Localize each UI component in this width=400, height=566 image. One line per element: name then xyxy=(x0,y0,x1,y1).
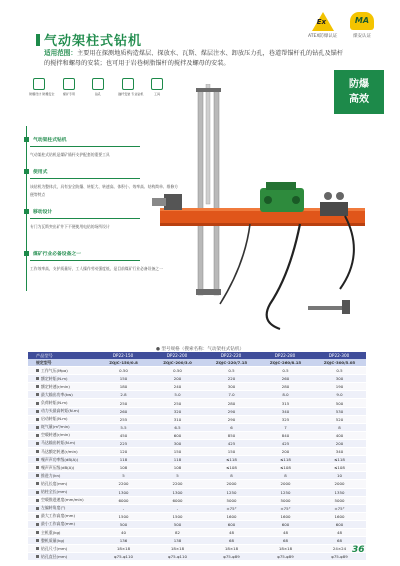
row-label-text: 耗气量(m³/min) xyxy=(41,424,70,430)
table-cell: 530 xyxy=(312,407,366,415)
row-label-text: 左偏转角度(°) xyxy=(41,505,66,511)
table-cell: 200 xyxy=(150,375,204,383)
spec-icon xyxy=(36,418,39,421)
table-cell: 7.0 xyxy=(204,391,258,399)
page-title: 气动架柱式钻机 xyxy=(44,34,143,49)
spec-icon xyxy=(36,547,39,550)
atex-label: ATEX防爆认证 xyxy=(308,34,338,39)
table-cell: 260 xyxy=(96,407,150,415)
table-row xyxy=(28,537,366,545)
table-cell: φ75-φ110 xyxy=(150,553,204,561)
table-header-cell: DP22-280 xyxy=(258,352,312,359)
spec-icon xyxy=(36,393,39,396)
table-cell: 0.5 xyxy=(204,367,258,375)
badge-line1: 防爆 xyxy=(349,79,369,90)
row-label-text: 马达输出转矩(N.m) xyxy=(41,440,76,446)
anchor-icon: 锚杆安装 专业钻机 xyxy=(117,78,139,97)
row-label xyxy=(28,391,96,399)
scope-text: 主要用在探测地质构造煤层、探放水、瓦斯、煤层注水、卸放压力孔，巷道帮锚杆孔的钻孔及锚杆的搅拌和螺母的安装；也可用于岩巷树脂锚杆的搅拌及螺母的安装。 xyxy=(44,50,344,67)
spec-icon xyxy=(36,385,39,388)
table-cell: 68 xyxy=(204,537,258,545)
table-cell: 138 xyxy=(150,537,204,545)
table-cell: 500 xyxy=(96,520,150,528)
row-label-text: 钻孔直径(mm) xyxy=(41,553,68,559)
table-cell: ±75° xyxy=(204,504,258,512)
table-cell: 1500 xyxy=(150,512,204,520)
table-cell: 108 xyxy=(150,464,204,472)
table-cell: 520 xyxy=(312,415,366,423)
table-caption: ● 型号规格（搜索名称：气动架柱式钻机） xyxy=(155,347,245,352)
ma-certification xyxy=(350,12,374,39)
bullet-icon xyxy=(24,137,29,142)
spec-icon xyxy=(36,482,39,485)
table-cell: φ75-φ89 xyxy=(258,553,312,561)
spec-icon xyxy=(36,531,39,534)
table-cell: 400 xyxy=(312,431,366,439)
spec-icon xyxy=(36,507,39,510)
table-cell: 300 xyxy=(312,375,366,383)
table-cell: 150 xyxy=(150,448,204,456)
table-cell: 68 xyxy=(258,537,312,545)
table-cell: φ75-φ110 xyxy=(96,553,150,561)
table-cell: 150 xyxy=(204,448,258,456)
feature-title: 气动架柱式钻机 xyxy=(33,138,67,143)
row-label xyxy=(28,545,96,553)
row-label-text: 规定型号 xyxy=(36,359,52,365)
scope-label: 适用范围： xyxy=(44,49,77,57)
table-cell: 600 xyxy=(312,520,366,528)
row-label-text: 主机重(kg) xyxy=(41,529,61,535)
feature-desc: 该钻机为整体式，具有安全防爆、转矩大、转速高、体积小、效率高、结构简单、维修方便等特点 xyxy=(30,183,179,197)
table-cell: 8.0 xyxy=(258,391,312,399)
row-label-text: 噪声声功率级(dB(A)) xyxy=(41,456,79,462)
ma-label: 煤安认证 xyxy=(353,34,371,39)
table-cell: 5000 xyxy=(258,496,312,504)
row-label xyxy=(28,480,96,488)
spec-icon xyxy=(36,450,39,453)
table-cell: 5000 xyxy=(312,496,366,504)
table-cell: 500 xyxy=(150,520,204,528)
row-label xyxy=(28,512,96,520)
spec-icon xyxy=(36,426,39,429)
table-cell: 5000 xyxy=(204,496,258,504)
table-cell: 8 xyxy=(258,472,312,480)
drill-rig-illustration xyxy=(150,84,390,336)
table-cell: 6000 xyxy=(96,496,150,504)
table-cell: 118 xyxy=(96,456,150,464)
ma-logo-icon: MA xyxy=(350,12,374,30)
table-cell: 0.50 xyxy=(150,367,204,375)
table-row xyxy=(28,448,366,456)
table-header-cell: DP22-220 xyxy=(204,352,258,359)
table-cell: 6000 xyxy=(150,496,204,504)
row-label xyxy=(28,520,96,528)
row-label xyxy=(28,439,96,447)
table-cell: 1350 xyxy=(312,488,366,496)
table-cell: 310 xyxy=(150,415,204,423)
table-cell: 600 xyxy=(204,520,258,528)
row-label-text: 钻孔长度(mm) xyxy=(41,480,68,486)
row-label xyxy=(28,553,96,561)
table-row xyxy=(28,528,366,536)
spec-icon xyxy=(36,491,39,494)
atex-ex-icon: Ex xyxy=(312,12,334,31)
table-cell: ZQJC-150/0.8 xyxy=(96,359,150,367)
feature-title: 移动设计 xyxy=(33,210,53,215)
table-cell: 18×18 xyxy=(204,545,258,553)
table-cell: 48 xyxy=(312,528,366,536)
table-cell: 340 xyxy=(312,448,366,456)
table-cell: 300 xyxy=(204,383,258,391)
table-row xyxy=(28,439,366,447)
table-cell: ZQJC-300/5.05 xyxy=(312,359,366,367)
table-cell: ≤118 xyxy=(258,456,312,464)
drilling-icon: 钻孔 xyxy=(87,78,109,97)
table-cell: 118 xyxy=(150,456,204,464)
row-label xyxy=(28,537,96,545)
table-cell: 290 xyxy=(204,415,258,423)
table-row xyxy=(28,520,366,528)
table-cell: 18×18 xyxy=(150,545,204,553)
table-cell: 2.8 xyxy=(96,391,150,399)
row-label-text: 空载推进速度(mm/min) xyxy=(41,497,84,503)
table-cell: 1300 xyxy=(96,488,150,496)
table-header-cell: DP22-300 xyxy=(312,352,366,359)
row-label xyxy=(28,415,96,423)
table-row xyxy=(28,456,366,464)
table-cell: 1600 xyxy=(204,512,258,520)
table-cell: 200 xyxy=(312,439,366,447)
table-cell: φ75-φ89 xyxy=(312,553,366,561)
table-cell: 290 xyxy=(204,407,258,415)
table-cell: 2000 xyxy=(312,480,366,488)
row-label xyxy=(28,383,96,391)
row-label xyxy=(28,375,96,383)
table-cell: 0.5 xyxy=(312,367,366,375)
table-cell: 82 xyxy=(150,528,204,536)
feature-desc: 工作效率高，支护质量好，工人操作劳动强度低，是目前煤矿行业必备设备之一 xyxy=(30,265,163,271)
badge-line2: 高效 xyxy=(349,94,369,105)
table-cell: φ75-φ89 xyxy=(204,553,258,561)
table-cell: 240 xyxy=(150,383,204,391)
table-cell: 40 xyxy=(96,528,150,536)
feature-title: 使用式 xyxy=(33,170,48,175)
bullet-icon xyxy=(24,169,29,174)
row-label xyxy=(28,464,96,472)
row-label xyxy=(28,472,96,480)
table-cell: 280 xyxy=(258,383,312,391)
table-row xyxy=(28,512,366,520)
feature-desc: 专门为瓦斯突出矿井下不便使用电钻的场所设计 xyxy=(30,223,110,229)
row-label-text: 动力头最高转矩(N.m) xyxy=(41,408,80,414)
table-cell: 850 xyxy=(204,431,258,439)
spec-icon xyxy=(36,515,39,518)
table-cell: 500 xyxy=(312,399,366,407)
table-cell: 2000 xyxy=(258,480,312,488)
table-cell: ≤108 xyxy=(204,464,258,472)
table-cell: ZQJC-220/7.15 xyxy=(204,359,258,367)
spec-icon xyxy=(36,402,39,405)
table-row xyxy=(28,431,366,439)
row-label xyxy=(28,407,96,415)
table-cell: 600 xyxy=(150,431,204,439)
table-cell: ≤118 xyxy=(312,456,366,464)
table-row xyxy=(28,504,366,512)
bullet-icon xyxy=(24,251,29,256)
row-label xyxy=(28,496,96,504)
spec-table xyxy=(28,352,366,561)
table-row xyxy=(28,399,366,407)
table-cell: 1250 xyxy=(258,488,312,496)
table-cell: 5.5 xyxy=(96,423,150,431)
spec-icon xyxy=(36,499,39,502)
table-cell: 18×18 xyxy=(96,545,150,553)
spec-icon xyxy=(36,466,39,469)
table-cell: 1600 xyxy=(312,512,366,520)
table-cell: 315 xyxy=(258,399,312,407)
table-cell: 1500 xyxy=(96,512,150,520)
table-cell: 6 xyxy=(204,423,258,431)
table-cell: 255 xyxy=(96,415,150,423)
table-cell: 7 xyxy=(258,423,312,431)
table-cell: 9.0 xyxy=(312,391,366,399)
table-cell: - xyxy=(96,504,150,512)
table-row xyxy=(28,375,366,383)
table-cell: 6.5 xyxy=(150,423,204,431)
spec-icon xyxy=(36,377,39,380)
table-cell: 0.50 xyxy=(96,367,150,375)
table-cell: 24×24 xyxy=(312,545,366,553)
table-cell: 225 xyxy=(96,439,150,447)
table-cell: 2200 xyxy=(96,480,150,488)
table-cell: ±75° xyxy=(312,504,366,512)
row-label-text: 钻柱全长(mm) xyxy=(41,489,68,495)
table-row xyxy=(28,496,366,504)
row-label xyxy=(28,399,96,407)
table-cell: 150 xyxy=(96,375,150,383)
row-label xyxy=(28,359,96,367)
row-label xyxy=(28,431,96,439)
table-cell: 220 xyxy=(204,375,258,383)
spec-icon xyxy=(36,474,39,477)
table-cell: ≤108 xyxy=(312,464,366,472)
row-label xyxy=(28,456,96,464)
row-label-text: 启动转矩(N.m) xyxy=(41,416,68,422)
spec-icon xyxy=(36,458,39,461)
table-cell: 1600 xyxy=(258,512,312,520)
table-row xyxy=(28,472,366,480)
tools-icon: 工具 xyxy=(146,78,168,97)
explosion-proof-icon: 防爆设计 防爆安全 xyxy=(28,78,50,97)
table-row xyxy=(28,383,366,391)
table-cell: 325 xyxy=(258,415,312,423)
table-row xyxy=(28,359,366,367)
table-cell: 5 xyxy=(96,472,150,480)
table-cell: ≤108 xyxy=(258,464,312,472)
table-cell: 600 xyxy=(258,520,312,528)
table-cell: 425 xyxy=(258,439,312,447)
feature-desc: 气动架柱式钻机是煤矿锚杆支护配套的重要工具 xyxy=(30,151,110,157)
table-row xyxy=(28,367,366,375)
scope-description xyxy=(44,48,349,69)
row-label xyxy=(28,423,96,431)
row-label-text: 最大工作高度(mm) xyxy=(41,513,75,519)
table-row xyxy=(28,407,366,415)
row-label-text: 整机质量(kg) xyxy=(41,537,65,543)
table-cell: 425 xyxy=(204,439,258,447)
row-label-text: 最大输出功率(kw) xyxy=(41,391,73,397)
spec-icon xyxy=(36,539,39,542)
bullet-icon xyxy=(24,209,29,214)
row-label-text: 钻孔尺寸(mm) xyxy=(41,545,68,551)
row-label-text: 额定转矩(N.m) xyxy=(41,375,68,381)
row-label xyxy=(28,367,96,375)
row-label-text: 噪声声压级(dB(A)) xyxy=(41,464,75,470)
table-cell: 200 xyxy=(258,448,312,456)
atex-certification xyxy=(308,12,337,39)
table-cell: 18×18 xyxy=(258,545,312,553)
table-cell: 320 xyxy=(150,407,204,415)
table-cell: ZQJC-200/3.0 xyxy=(150,359,204,367)
table-cell: 280 xyxy=(204,399,258,407)
table-cell: 260 xyxy=(258,375,312,383)
row-label-text: 工作气压(Mpa) xyxy=(41,367,68,373)
table-cell: 450 xyxy=(96,431,150,439)
table-row xyxy=(28,545,366,553)
table-cell: 340 xyxy=(258,407,312,415)
table-row xyxy=(28,464,366,472)
title-accent-bar xyxy=(36,34,40,46)
table-cell: 8 xyxy=(312,423,366,431)
table-row xyxy=(28,423,366,431)
table-header-row xyxy=(28,352,366,359)
feature-title: 煤矿行业必备设备之一 xyxy=(33,252,81,257)
table-row xyxy=(28,391,366,399)
row-label xyxy=(28,448,96,456)
table-cell: 300 xyxy=(150,439,204,447)
row-label-text: 空载转速(r/min) xyxy=(41,432,70,438)
table-cell: 136 xyxy=(96,537,150,545)
row-label-text: 负荷转矩(N.m) xyxy=(41,400,68,406)
table-cell: 250 xyxy=(96,399,150,407)
table-cell: 120 xyxy=(96,448,150,456)
feature-icons-row xyxy=(28,78,168,97)
table-cell: 5.0 xyxy=(150,391,204,399)
table-cell: 10 xyxy=(312,472,366,480)
table-cell: 1250 xyxy=(204,488,258,496)
spec-icon xyxy=(36,369,39,372)
table-row xyxy=(28,480,366,488)
spec-icon xyxy=(36,523,39,526)
table-cell: ≤118 xyxy=(204,456,258,464)
spec-icon xyxy=(36,555,39,558)
coal-mine-icon: 煤矿专用 xyxy=(58,78,80,97)
table-header-cell: DP22-200 xyxy=(150,352,204,359)
table-header-cell: 产品型号 xyxy=(28,352,96,359)
table-cell: 840 xyxy=(258,431,312,439)
row-label-text: 额定转速(r/min) xyxy=(41,383,70,389)
table-cell: - xyxy=(150,504,204,512)
table-cell: 2200 xyxy=(150,480,204,488)
row-label-text: 推进力(kn) xyxy=(41,472,61,478)
table-cell: 190 xyxy=(312,383,366,391)
row-label xyxy=(28,504,96,512)
table-cell: 2000 xyxy=(204,480,258,488)
row-label xyxy=(28,528,96,536)
row-label xyxy=(28,488,96,496)
table-cell: ZQJC-260/8.15 xyxy=(258,359,312,367)
spec-icon xyxy=(36,442,39,445)
table-cell: 0.5 xyxy=(258,367,312,375)
row-label-text: 马达额定转速(r/min) xyxy=(41,448,78,454)
page-number: 36 xyxy=(352,545,365,555)
spec-icon xyxy=(36,410,39,413)
table-row xyxy=(28,415,366,423)
spec-icon xyxy=(36,434,39,437)
table-cell: 108 xyxy=(96,464,150,472)
table-row xyxy=(28,553,366,561)
table-cell: 1300 xyxy=(150,488,204,496)
table-cell: 68 xyxy=(312,537,366,545)
table-header-cell: DP22-150 xyxy=(96,352,150,359)
table-cell: 250 xyxy=(150,399,204,407)
row-label-text: 最小工作高度(mm) xyxy=(41,521,75,527)
table-cell: 48 xyxy=(258,528,312,536)
table-cell: 5 xyxy=(150,472,204,480)
table-cell: 180 xyxy=(96,383,150,391)
table-cell: ±75° xyxy=(258,504,312,512)
table-cell: 8 xyxy=(204,472,258,480)
table-row xyxy=(28,488,366,496)
table-cell: 48 xyxy=(204,528,258,536)
